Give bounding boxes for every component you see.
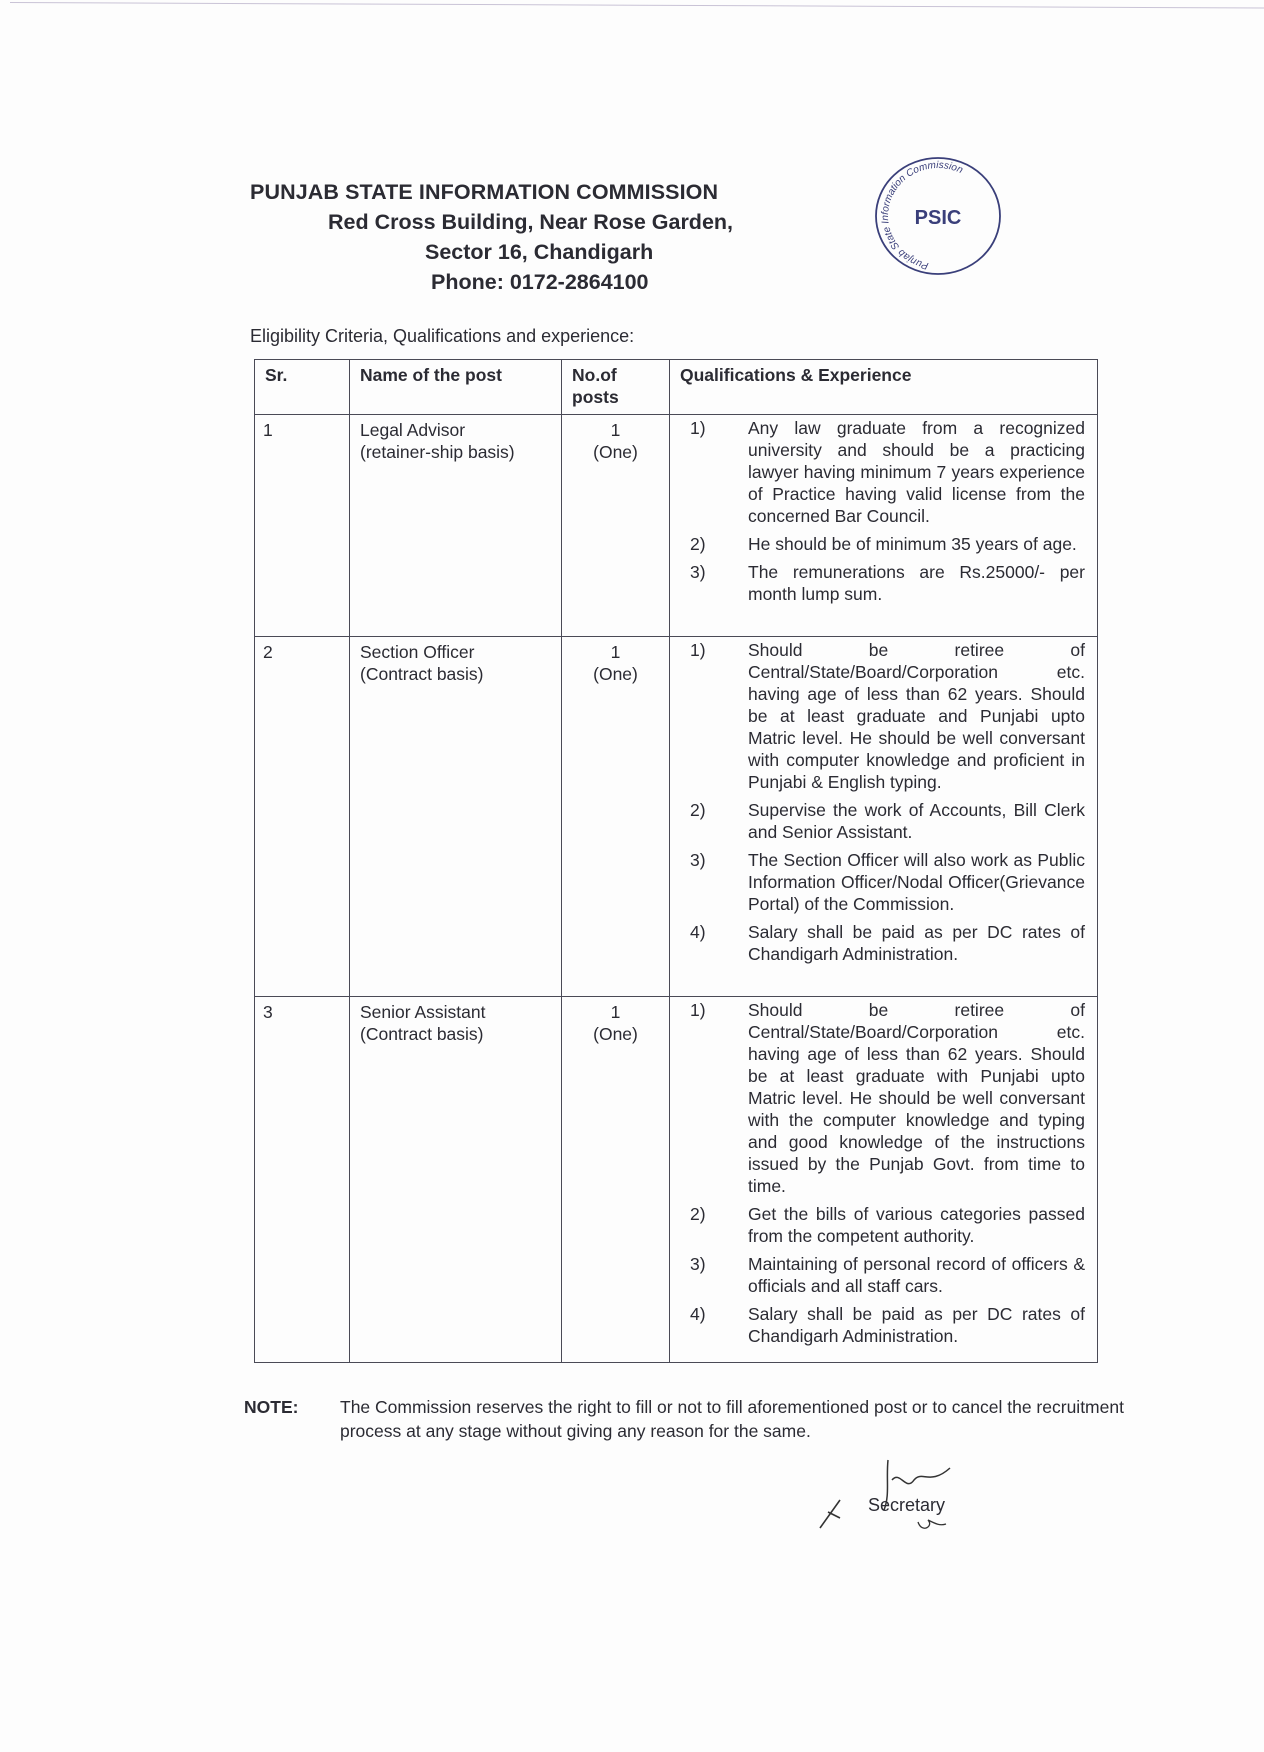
note-text: The Commission reserves the right to fill or not to fill aforementioned post or to cancel the recruitment process at any stage without giving any reason for the same. [340,1397,1124,1441]
row-post-name [350,415,562,637]
item-text: Any law graduate from a recognized university and should be a practicing lawyer having minimum 7 years experience of Practice having valid license from the concerned Bar Council. [748,418,1085,526]
header-posts: No.of posts [562,360,670,415]
post-basis: (retainer-ship basis) [360,442,515,462]
post-title: Legal Advisor [360,420,466,440]
table-header-row [255,360,1098,415]
row-post-name [350,997,562,1363]
item-text: Salary shall be paid as per DC rates of Chandigarh Administration. [748,1304,1085,1346]
item-number: 4) [690,1304,706,1324]
table-caption: Eligibility Criteria, Qualifications and experience: [250,326,635,346]
address-line-1: Red Cross Building, Near Rose Garden, [328,210,734,234]
item-number: 2) [690,534,706,554]
row-post-count [562,637,670,997]
post-count: 1 [610,642,621,662]
post-count: 1 [610,1002,621,1022]
address-line-2: Sector 16, Chandigarh [425,240,654,264]
table-row [255,637,1098,997]
qualification-item [680,533,1085,555]
post-count-words: (One) [593,1024,638,1044]
scan-edge-line [10,2,1264,8]
note-label: NOTE: [244,1397,299,1417]
psic-seal-logo [868,152,1008,282]
item-text: He should be of minimum 35 years of age. [748,534,1077,554]
item-number: 1) [690,640,706,660]
item-text: The remunerations are Rs.25000/- per month lump sum. [748,562,1085,604]
item-text: Should be retiree of Central/State/Board/Corporation etc. having age of less than 62 years. Should be at least graduate and Punjabi upto Matric level. He should be well conversant with computer knowledge and proficient in Punjabi & English typing. [748,640,1085,792]
row-post-count [562,997,670,1363]
item-number: 4) [690,922,706,942]
row-qualifications [670,997,1098,1363]
row-post-count [562,415,670,637]
row-qualifications [670,415,1098,637]
qualification-item [680,1253,1085,1297]
post-basis: (Contract basis) [360,1024,484,1044]
item-number: 2) [690,1204,706,1224]
row-post-name [350,637,562,997]
item-number: 3) [690,850,706,870]
item-number: 1) [690,1000,706,1020]
post-title: Senior Assistant [360,1002,486,1022]
qualification-item [680,999,1085,1197]
header-name: Name of the post [350,360,562,415]
post-count-words: (One) [593,664,638,684]
row-qualifications [670,637,1098,997]
row-sr: 2 [255,637,350,997]
signature-scribble [810,1440,970,1540]
qualification-item [680,417,1085,527]
row-sr: 3 [255,997,350,1363]
item-text: Salary shall be paid as per DC rates of Chandigarh Administration. [748,922,1085,964]
header-sr: Sr. [255,360,350,415]
signatory-designation: Secretary [868,1495,946,1515]
table-row [255,415,1098,637]
post-count: 1 [610,420,621,440]
item-number: 3) [690,562,706,582]
phone: Phone: 0172-2864100 [431,270,649,294]
org-name: PUNJAB STATE INFORMATION COMMISSION [250,180,719,204]
qualification-item [680,921,1085,965]
qualification-item [680,1303,1085,1347]
item-text: The Section Officer will also work as Public Information Officer/Nodal Officer(Grievance Portal) of the Commission. [748,850,1085,914]
item-number: 3) [690,1254,706,1274]
eligibility-table [254,359,1098,1363]
item-text: Supervise the work of Accounts, Bill Clerk and Senior Assistant. [748,800,1085,842]
item-text: Should be retiree of Central/State/Board/Corporation etc. having age of less than 62 years. Should be at least graduate with Punjabi upto Matric level. He should be well conversant with the computer knowledge and typing and good knowledge of the instructions issued by the Punjab Govt. from time to time. [748,1000,1085,1196]
row-sr: 1 [255,415,350,637]
qualification-item [680,1203,1085,1247]
item-text: Get the bills of various categories passed from the competent authority. [748,1204,1085,1246]
post-title: Section Officer [360,642,475,662]
qualification-item [680,639,1085,793]
item-number: 1) [690,418,706,438]
table-row [255,997,1098,1363]
item-number: 2) [690,800,706,820]
header-qualifications: Qualifications & Experience [670,360,1098,415]
qualification-item [680,849,1085,915]
qualification-item [680,561,1085,605]
post-basis: (Contract basis) [360,664,484,684]
item-text: Maintaining of personal record of officers & officials and all staff cars. [748,1254,1085,1296]
seal-ring-text: Punjab State Information Commission [879,159,965,272]
post-count-words: (One) [593,442,638,462]
signature-block [810,1440,970,1540]
seal-center-text: PSIC [914,207,962,229]
qualification-item [680,799,1085,843]
